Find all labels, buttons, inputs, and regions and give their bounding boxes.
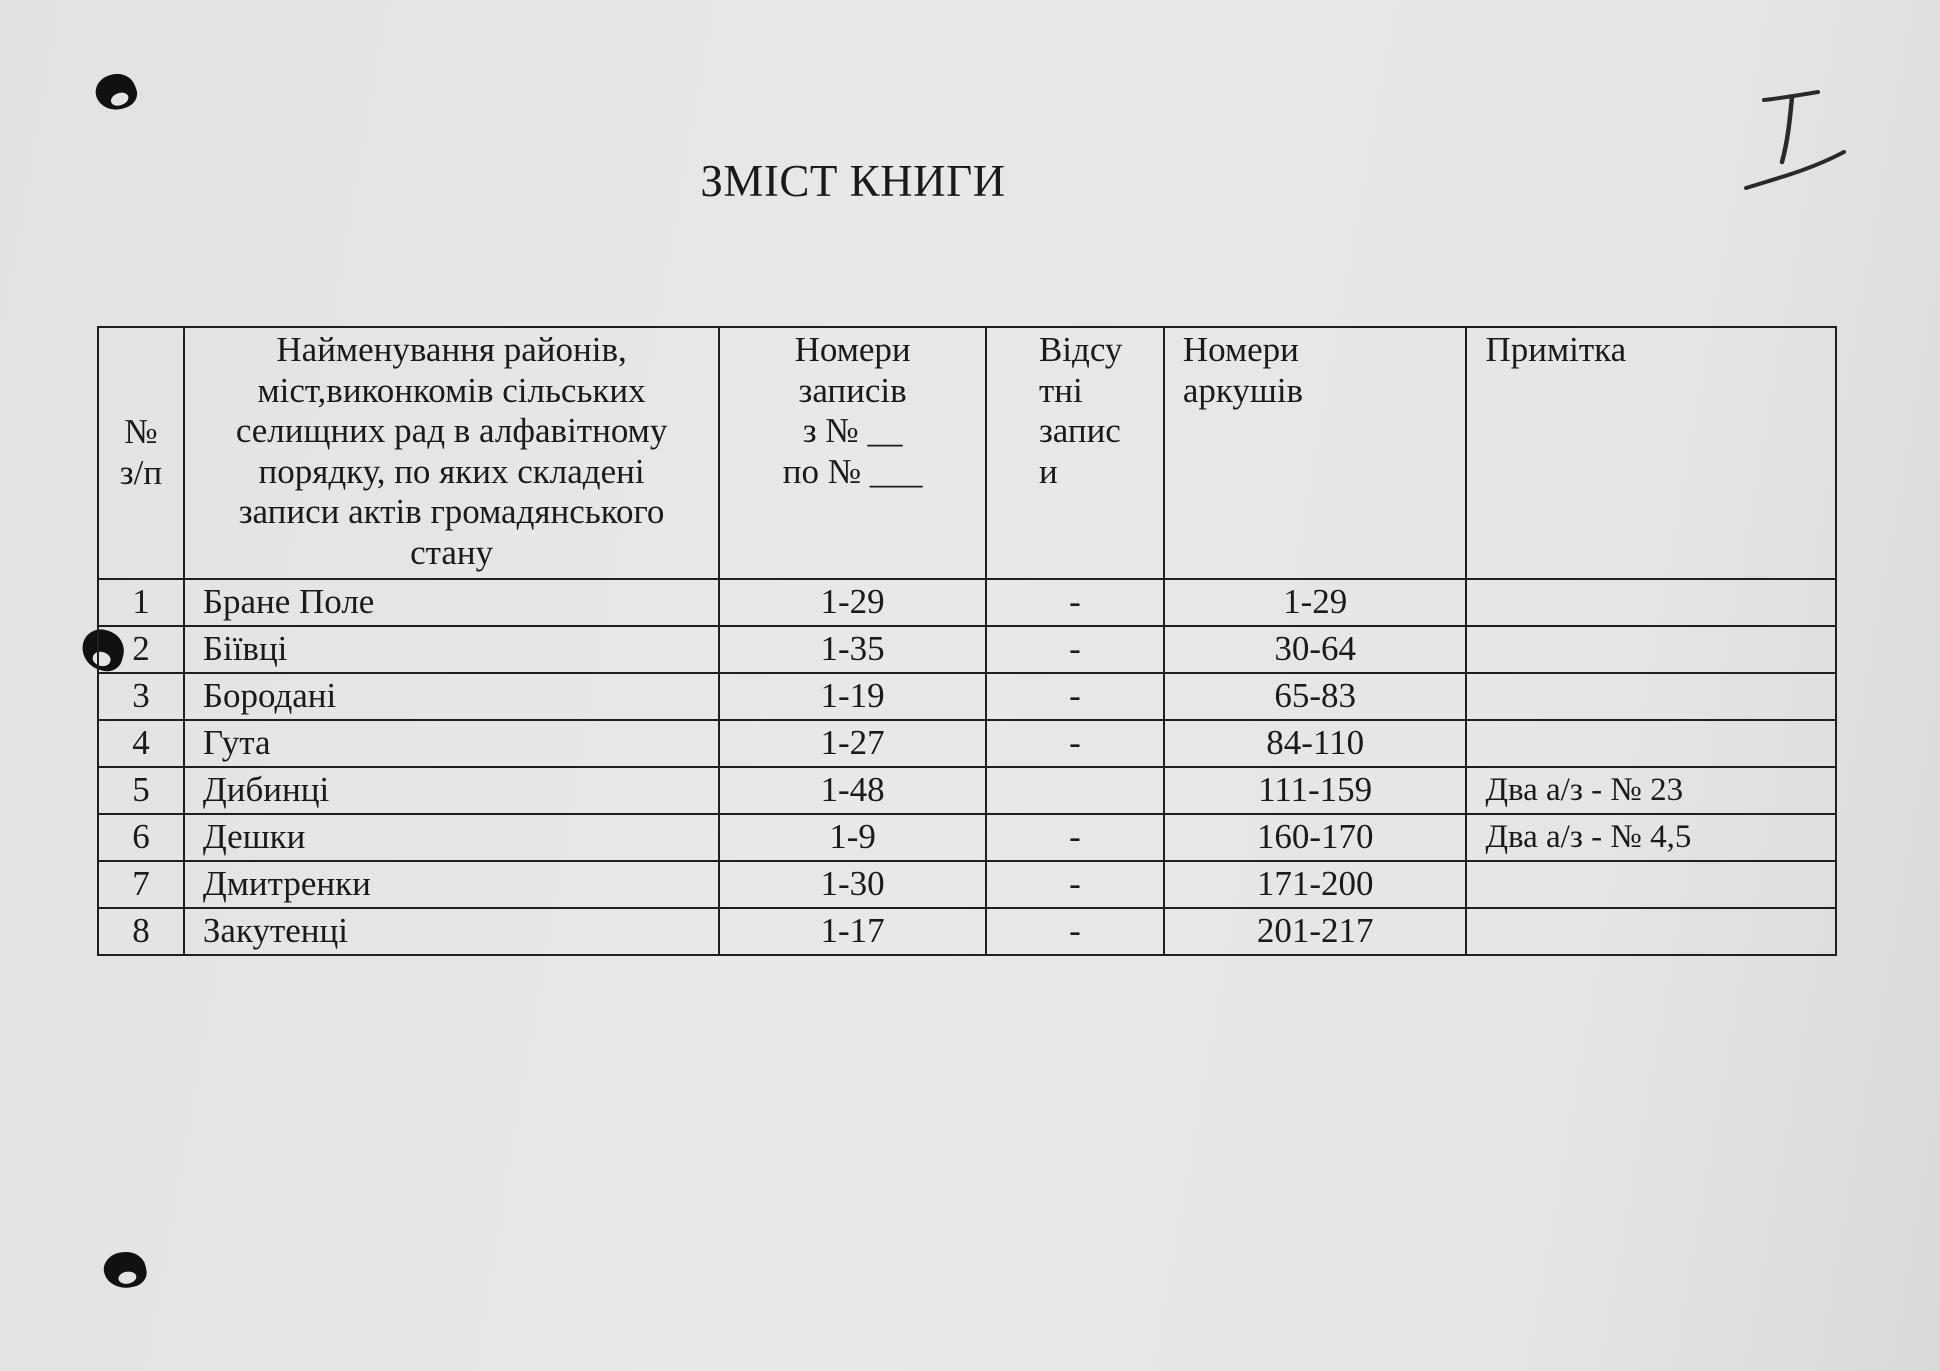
cell-number: 1 bbox=[98, 579, 184, 626]
table-row bbox=[98, 767, 1836, 814]
cell-absent: - bbox=[986, 673, 1164, 720]
cell-records: 1-30 bbox=[719, 861, 986, 908]
cell-records: 1-35 bbox=[719, 626, 986, 673]
cell-sheets: 160-170 bbox=[1164, 814, 1467, 861]
header-sheets: Номери аркушів bbox=[1164, 327, 1467, 579]
table-row bbox=[98, 626, 1836, 673]
cell-absent bbox=[986, 767, 1164, 814]
cell-records: 1-19 bbox=[719, 673, 986, 720]
cell-note: Два а/з - № 23 bbox=[1466, 767, 1836, 814]
cell-number: 3 bbox=[98, 673, 184, 720]
cell-note bbox=[1466, 626, 1836, 673]
cell-absent: - bbox=[986, 814, 1164, 861]
cell-note bbox=[1466, 720, 1836, 767]
cell-note bbox=[1466, 673, 1836, 720]
table-header-row bbox=[98, 327, 1836, 579]
cell-name: Гута bbox=[184, 720, 719, 767]
table-row bbox=[98, 908, 1836, 955]
cell-absent: - bbox=[986, 626, 1164, 673]
cell-sheets: 65-83 bbox=[1164, 673, 1467, 720]
header-note: Примітка bbox=[1466, 327, 1836, 579]
cell-name: Бране Поле bbox=[184, 579, 719, 626]
punch-hole-top bbox=[91, 68, 141, 116]
cell-absent: - bbox=[986, 908, 1164, 955]
cell-records: 1-9 bbox=[719, 814, 986, 861]
cell-name: Дешки bbox=[184, 814, 719, 861]
cell-name: Закутенці bbox=[184, 908, 719, 955]
cell-name: Дмитренки bbox=[184, 861, 719, 908]
cell-number: 7 bbox=[98, 861, 184, 908]
table-row bbox=[98, 814, 1836, 861]
header-number: № з/п bbox=[98, 327, 184, 579]
cell-number: 6 bbox=[98, 814, 184, 861]
header-name: Найменування районів, міст,виконкомів сільських селищних рад в алфавітному порядку, по яких складені записи актів громадянського стану bbox=[184, 327, 719, 579]
cell-sheets: 201-217 bbox=[1164, 908, 1467, 955]
cell-sheets: 111-159 bbox=[1164, 767, 1467, 814]
cell-absent: - bbox=[986, 579, 1164, 626]
cell-name: Бородані bbox=[184, 673, 719, 720]
page-title: ЗМІСТ КНИГИ bbox=[700, 156, 1006, 206]
contents-table bbox=[97, 326, 1837, 956]
cell-name: Дибинці bbox=[184, 767, 719, 814]
cell-sheets: 84-110 bbox=[1164, 720, 1467, 767]
table-row bbox=[98, 579, 1836, 626]
handwritten-roman-numeral-mark bbox=[1740, 88, 1850, 198]
cell-name: Біївці bbox=[184, 626, 719, 673]
table-row bbox=[98, 673, 1836, 720]
punch-hole-bottom bbox=[101, 1249, 149, 1292]
cell-note bbox=[1466, 908, 1836, 955]
cell-note bbox=[1466, 861, 1836, 908]
cell-records: 1-17 bbox=[719, 908, 986, 955]
cell-absent: - bbox=[986, 720, 1164, 767]
cell-number: 5 bbox=[98, 767, 184, 814]
table-row bbox=[98, 720, 1836, 767]
cell-absent: - bbox=[986, 861, 1164, 908]
header-records: Номери записів з № __ по № ___ bbox=[719, 327, 986, 579]
cell-records: 1-48 bbox=[719, 767, 986, 814]
cell-sheets: 30-64 bbox=[1164, 626, 1467, 673]
cell-number: 4 bbox=[98, 720, 184, 767]
cell-number: 8 bbox=[98, 908, 184, 955]
cell-records: 1-27 bbox=[719, 720, 986, 767]
cell-sheets: 1-29 bbox=[1164, 579, 1467, 626]
cell-note bbox=[1466, 579, 1836, 626]
cell-note: Два а/з - № 4,5 bbox=[1466, 814, 1836, 861]
cell-records: 1-29 bbox=[719, 579, 986, 626]
cell-number: 2 bbox=[98, 626, 184, 673]
table-row bbox=[98, 861, 1836, 908]
cell-sheets: 171-200 bbox=[1164, 861, 1467, 908]
header-absent: Відсу тні запис и bbox=[986, 327, 1164, 579]
